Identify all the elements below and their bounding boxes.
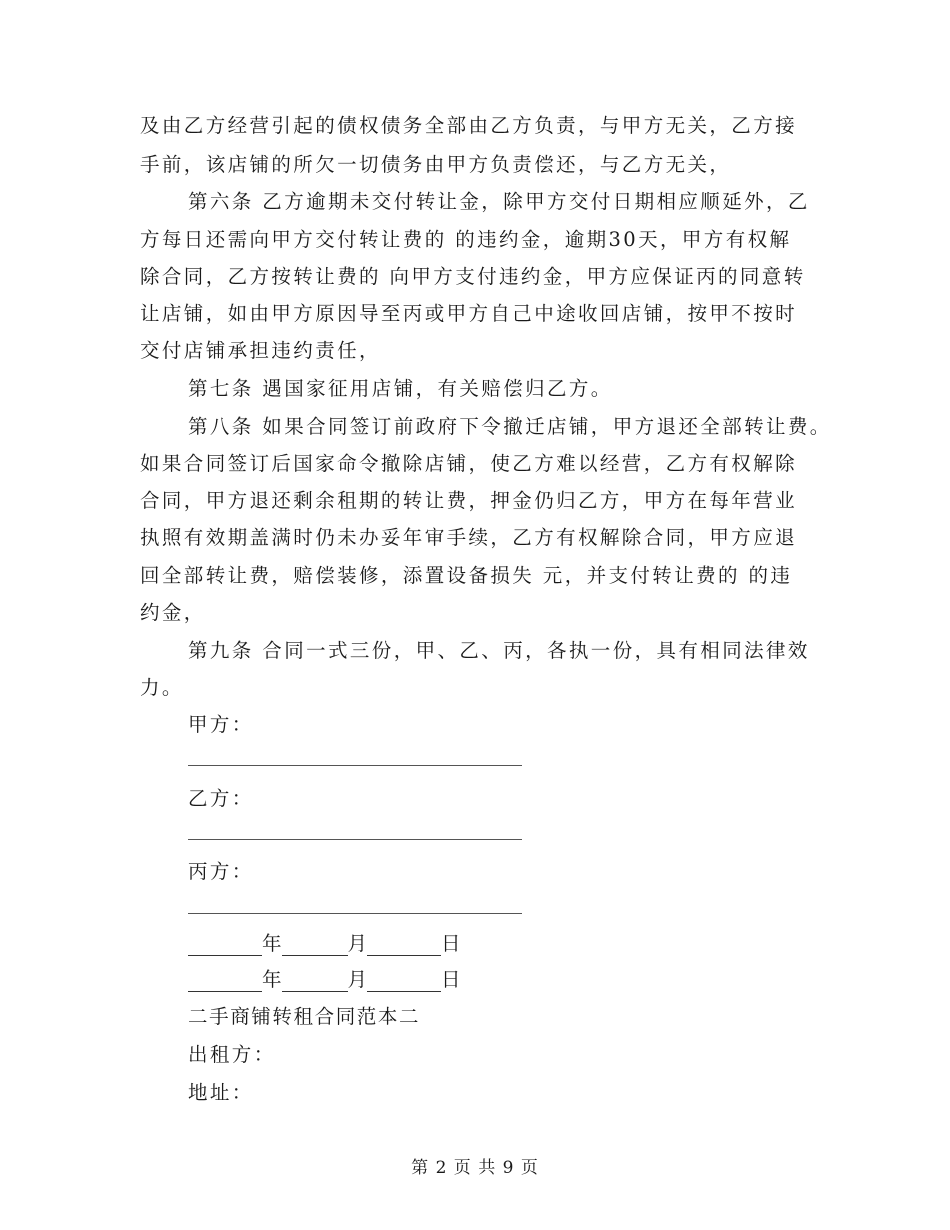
month-blank	[282, 971, 348, 992]
text-line: 第九条 合同一式三份，甲、乙、丙，各执一份，具有相同法律效	[188, 639, 810, 662]
year-blank	[188, 935, 262, 956]
party-c-signature-line	[188, 913, 522, 914]
year-label: 年	[262, 932, 282, 955]
text-line: 执照有效期盖满时仍未办妥年审手续，乙方有权解除合同，甲方应退	[140, 526, 798, 549]
day-blank	[367, 971, 441, 992]
month-blank	[282, 935, 348, 956]
text-line: 合同，甲方退还剩余租期的转让费，押金仍归乙方，甲方在每年营业	[140, 489, 798, 512]
date-line	[188, 968, 461, 992]
date-line	[188, 932, 461, 956]
day-blank	[367, 935, 441, 956]
text-line: 交付店铺承担违约责任，	[140, 339, 381, 362]
year-blank	[188, 971, 262, 992]
text-line: 第七条 遇国家征用店铺，有关赔偿归乙方。	[188, 377, 613, 400]
text-line: 方每日还需向甲方交付转让费的 的违约金，逾期30天，甲方有权解	[140, 228, 792, 251]
section-title: 二手商铺转租合同范本二	[188, 1005, 421, 1028]
text-line: 如果合同签订后国家命令撤除店铺，使乙方难以经营，乙方有权解除	[140, 452, 798, 475]
page-number: 第 2 页 共 9 页	[411, 1158, 539, 1178]
party-b-label: 乙方：	[188, 787, 254, 810]
lessor-label: 出租方：	[188, 1043, 276, 1066]
month-label: 月	[347, 932, 368, 955]
address-label: 地址：	[188, 1081, 254, 1104]
text-line: 及由乙方经营引起的债权债务全部由乙方负责，与甲方无关，乙方接	[140, 114, 798, 137]
text-line: 除合同，乙方按转让费的 向甲方支付违约金，甲方应保证丙的同意转	[140, 265, 806, 288]
text-line: 让店铺，如由甲方原因导至丙或甲方自己中途收回店铺，按甲不按时	[140, 302, 798, 325]
text-line: 约金，	[140, 601, 206, 624]
party-a-signature-line	[188, 765, 522, 766]
text-line: 手前，该店铺的所欠一切债务由甲方负责偿还，与乙方无关，	[140, 153, 732, 176]
party-b-signature-line	[188, 839, 522, 840]
day-label: 日	[441, 968, 461, 991]
text-line: 第八条 如果合同签订前政府下令撤迁店铺，甲方退还全部转让费。	[188, 415, 832, 438]
day-label: 日	[441, 932, 461, 955]
year-label: 年	[262, 968, 282, 991]
text-line: 回全部转让费，赔偿装修，添置设备损失 元，并支付转让费的 的违	[140, 564, 793, 587]
party-c-label: 丙方：	[188, 860, 254, 883]
text-line: 第六条 乙方逾期未交付转让金，除甲方交付日期相应顺延外，乙	[188, 190, 810, 213]
month-label: 月	[347, 968, 368, 991]
text-line: 力。	[140, 676, 184, 699]
party-a-label: 甲方：	[188, 713, 254, 736]
